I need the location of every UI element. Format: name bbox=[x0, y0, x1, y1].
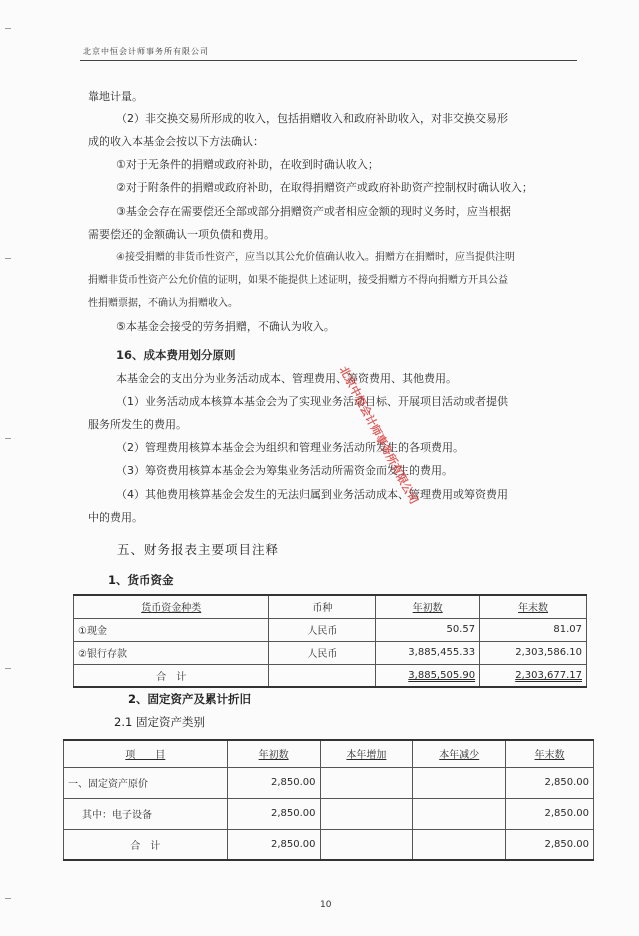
column-header: 项 目 bbox=[64, 740, 228, 767]
paragraph: ⑤本基金会接受的劳务捐赠，不确认为收入。 bbox=[116, 320, 335, 333]
row-begin: 3,885,455.33 bbox=[376, 641, 480, 664]
paragraph: 成的收入本基金会按以下方法确认： bbox=[88, 135, 264, 148]
row-end: 2,850.00 bbox=[506, 798, 594, 829]
cash-table bbox=[73, 594, 587, 688]
row-currency: 人民币 bbox=[269, 618, 376, 641]
header-rule bbox=[80, 60, 577, 61]
column-header: 年末数 bbox=[480, 595, 587, 618]
page-number: 10 bbox=[320, 900, 332, 910]
column-header: 本年增加 bbox=[320, 740, 413, 767]
row-begin: 2,850.00 bbox=[227, 767, 320, 798]
cash-table-title: 1、货币资金 bbox=[108, 573, 174, 587]
row-add bbox=[320, 767, 413, 798]
row-name: ①现金 bbox=[74, 618, 269, 641]
section-title: 五、财务报表主要项目注释 bbox=[117, 542, 280, 557]
column-header: 币种 bbox=[269, 595, 376, 618]
paragraph: 靠地计量。 bbox=[88, 90, 143, 103]
column-header: 年初数 bbox=[227, 740, 320, 767]
row-begin: 50.57 bbox=[376, 618, 480, 641]
total-reduce bbox=[413, 829, 506, 860]
table-total-row bbox=[74, 664, 587, 687]
binding-mark bbox=[5, 898, 11, 899]
paragraph: 需要偿还的金额确认一项负债和费用。 bbox=[88, 228, 275, 241]
column-header: 货币资金种类 bbox=[74, 595, 269, 618]
paragraph: 中的费用。 bbox=[88, 511, 143, 524]
binding-mark bbox=[5, 258, 11, 259]
page-header-firm: 北京中恒会计师事务所有限公司 bbox=[83, 47, 209, 56]
binding-mark bbox=[5, 438, 11, 439]
total-begin: 3,885,505.90 bbox=[376, 664, 480, 687]
table-row bbox=[64, 798, 594, 829]
paragraph: （1）业务活动成本核算本基金会为了实现业务活动目标、开展项目活动或者提供 bbox=[116, 395, 508, 408]
row-end: 2,303,586.10 bbox=[480, 641, 587, 664]
row-name: 其中：电子设备 bbox=[64, 798, 228, 829]
fixed-assets-subtitle: 2.1 固定资产类别 bbox=[114, 715, 205, 729]
total-add bbox=[320, 829, 413, 860]
binding-mark bbox=[5, 668, 11, 669]
row-add bbox=[320, 798, 413, 829]
paragraph: （2）非交换交易所形成的收入，包括捐赠收入和政府补助收入，对非交换交易形 bbox=[116, 112, 508, 125]
row-name: 一、固定资产原价 bbox=[64, 767, 228, 798]
total-end: 2,850.00 bbox=[506, 829, 594, 860]
paragraph: ④接受捐赠的非货币性资产，应当以其公允价值确认收入。捐赠方在捐赠时，应当提供注明 bbox=[116, 252, 515, 263]
row-end: 2,850.00 bbox=[506, 767, 594, 798]
row-currency: 人民币 bbox=[269, 641, 376, 664]
paragraph: （2）管理费用核算本基金会为组织和管理业务活动所发生的各项费用。 bbox=[116, 441, 464, 454]
column-header: 本年减少 bbox=[413, 740, 506, 767]
paragraph: ③基金会存在需要偿还全部或部分捐赠资产或者相应金额的现时义务时，应当根据 bbox=[116, 205, 511, 218]
paragraph: ①对于无条件的捐赠或政府补助，在收到时确认收入； bbox=[116, 158, 379, 171]
fixed-assets-table bbox=[63, 739, 594, 861]
paragraph: 性捐赠票据，不确认为捐赠收入。 bbox=[88, 298, 238, 309]
table-row bbox=[74, 641, 587, 664]
paragraph: 服务所发生的费用。 bbox=[88, 418, 187, 431]
stamp-text: 北京中恒会计师事务所有限公司 bbox=[336, 364, 421, 507]
paragraph: （3）筹资费用核算本基金会为筹集业务活动所需资金而发生的费用。 bbox=[116, 464, 453, 477]
total-label: 合 计 bbox=[64, 829, 228, 860]
table-header-row bbox=[74, 595, 587, 618]
row-end: 81.07 bbox=[480, 618, 587, 641]
table-header-row bbox=[64, 740, 594, 767]
column-header: 年初数 bbox=[376, 595, 480, 618]
table-row bbox=[64, 767, 594, 798]
fixed-assets-title: 2、固定资产及累计折旧 bbox=[128, 692, 252, 706]
table-row bbox=[74, 618, 587, 641]
total-end: 2,303,677.17 bbox=[480, 664, 587, 687]
row-begin: 2,850.00 bbox=[227, 798, 320, 829]
row-name: ②银行存款 bbox=[74, 641, 269, 664]
column-header: 年末数 bbox=[506, 740, 594, 767]
paragraph: 本基金会的支出分为业务活动成本、管理费用、筹资费用、其他费用。 bbox=[116, 372, 457, 385]
row-reduce bbox=[413, 798, 506, 829]
paragraph: ②对于附条件的捐赠或政府补助，在取得捐赠资产或政府补助资产控制权时确认收入； bbox=[116, 181, 533, 194]
total-begin: 2,850.00 bbox=[227, 829, 320, 860]
paragraph: （4）其他费用核算基金会发生的无法归属到业务活动成本、管理费用或筹资费用 bbox=[116, 488, 508, 501]
empty-cell bbox=[269, 664, 376, 687]
section-heading-16: 16、成本费用划分原则 bbox=[116, 348, 236, 362]
total-label: 合 计 bbox=[74, 664, 269, 687]
paragraph: 捐赠非货币性资产公允价值的证明，如果不能提供上述证明，接受捐赠方不得向捐赠方开具公益 bbox=[88, 275, 508, 286]
binding-mark bbox=[5, 28, 11, 29]
table-total-row bbox=[64, 829, 594, 860]
row-reduce bbox=[413, 767, 506, 798]
